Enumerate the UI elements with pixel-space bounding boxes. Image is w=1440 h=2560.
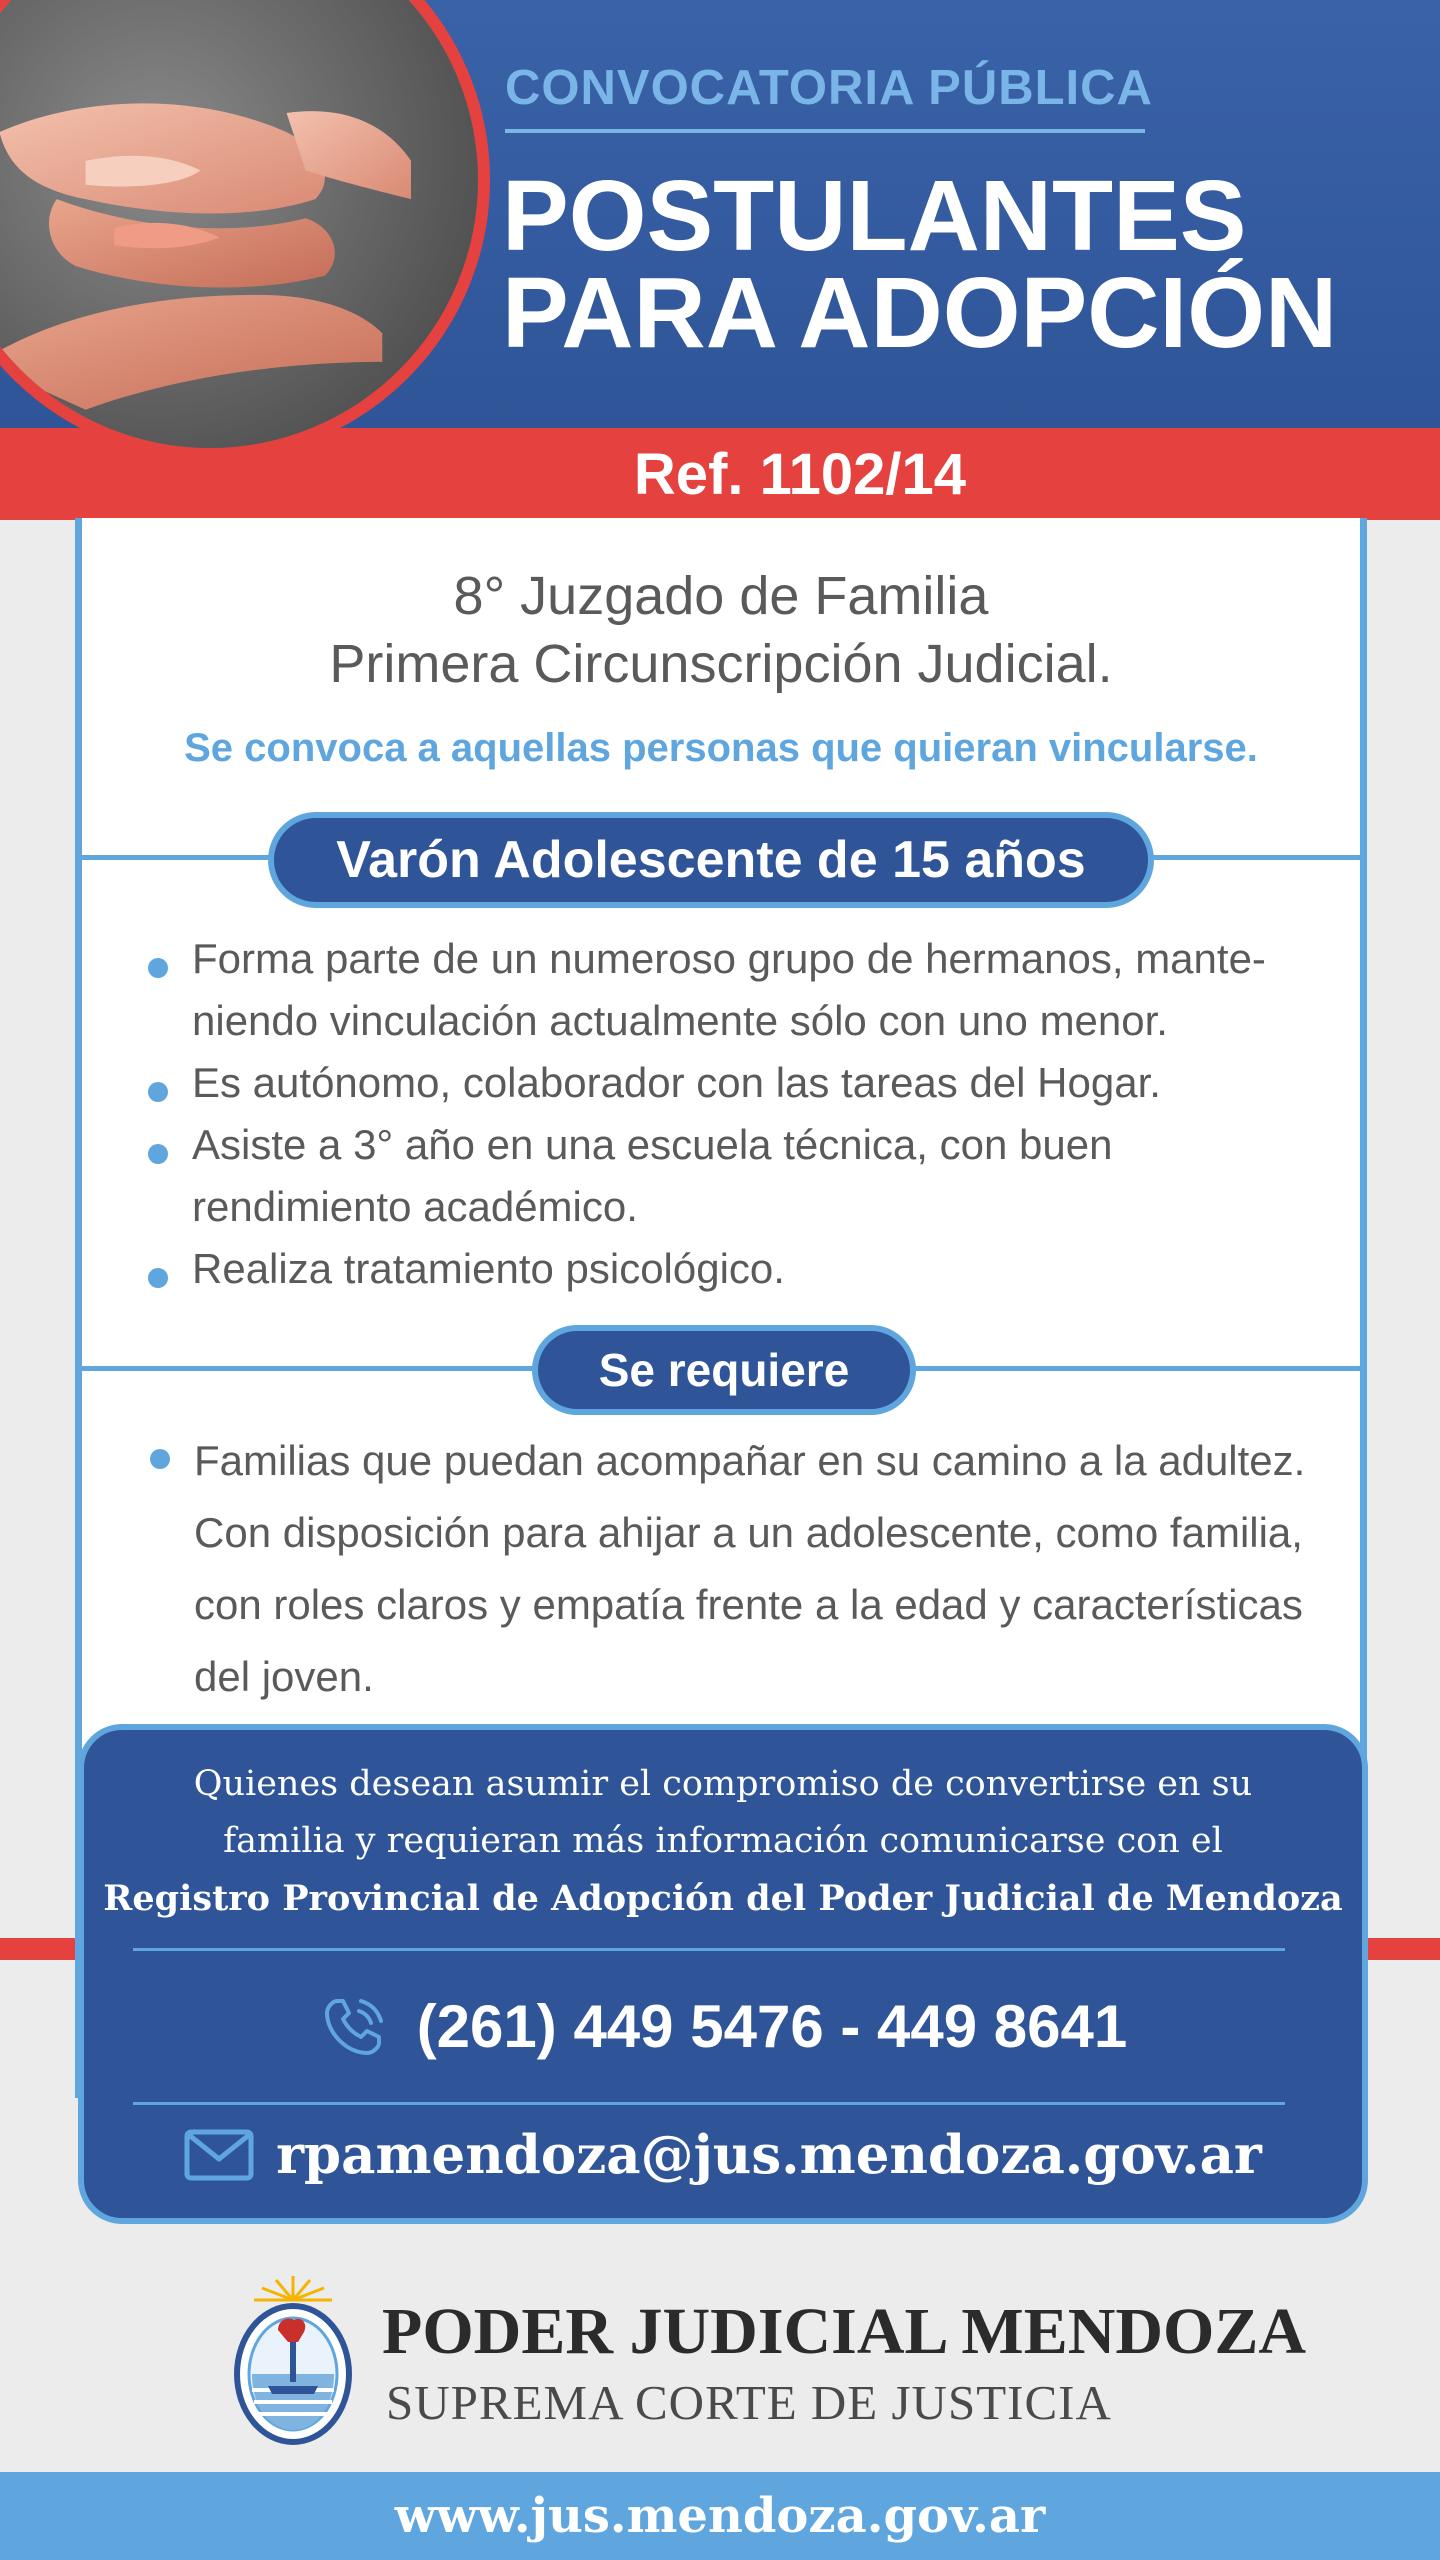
bullet-text: Asiste a 3° año en una escuela técnica, con buen — [192, 1121, 1113, 1168]
left-red-stripe — [0, 1938, 80, 1960]
subject-bullet-list — [140, 928, 1340, 1300]
title-line-2: PARA ADOPCIÓN — [502, 257, 1338, 369]
call-statement: Se convoca a aquellas personas que quieran vincularse. — [184, 726, 1258, 770]
website-link[interactable]: www.jus.mendoza.gov.ar — [394, 2488, 1046, 2544]
contact-line: familia y requieran más información comunicarse con el — [223, 1821, 1223, 1861]
requirement-text: Familias que puedan acompañar en su camino a la adultez. — [194, 1437, 1306, 1484]
phone-icon — [319, 1991, 389, 2061]
right-red-stripe — [1362, 1938, 1440, 1960]
bullet-icon — [150, 1449, 170, 1469]
requirement-bullet-list — [142, 1425, 1342, 1713]
requirement-text: del joven. — [194, 1653, 374, 1700]
title-line-1: POSTULANTES — [502, 160, 1247, 272]
subject-heading: Varón Adolescente de 15 años — [268, 812, 1154, 908]
website-band — [0, 2472, 1440, 2560]
bullet-text: Es autónomo, colaborador con las tareas del Hogar. — [192, 1059, 1161, 1106]
announcement-eyebrow: CONVOCATORIA PÚBLICA — [505, 61, 1153, 115]
court-jurisdiction: Primera Circunscripción Judicial. — [329, 634, 1113, 694]
list-item — [142, 1425, 1342, 1713]
bullet-icon — [148, 1268, 168, 1288]
bullet-text: niendo vinculación actualmente sólo con uno menor. — [192, 997, 1168, 1044]
court-name: 8° Juzgado de Familia — [453, 566, 989, 626]
reference-number: Ref. 1102/14 — [633, 441, 967, 507]
registry-name: Registro Provincial de Adopción del Poder Judicial de Mendoza — [103, 1878, 1343, 1919]
requirement-text: con roles claros y empatía frente a la edad y características — [194, 1581, 1303, 1628]
list-item — [140, 928, 1340, 1052]
eyebrow-divider — [505, 129, 1145, 133]
bullet-text: Realiza tratamiento psicológico. — [192, 1245, 785, 1292]
phone-row[interactable] — [78, 1986, 1368, 2066]
organization-name: PODER JUDICIAL MENDOZA — [382, 2295, 1307, 2368]
coat-of-arms-icon — [228, 2270, 358, 2446]
court-info — [75, 562, 1367, 698]
contact-message — [78, 1756, 1368, 1927]
list-item — [140, 1238, 1340, 1300]
requirement-text: Con disposición para ahijar a un adolescente, como familia, — [194, 1509, 1303, 1556]
contact-line: Quienes desean asumir el compromiso de convertirse en su — [193, 1764, 1253, 1804]
email-address[interactable]: rpamendoza@jus.mendoza.gov.ar — [276, 2124, 1262, 2186]
requirement-heading: Se requiere — [532, 1325, 916, 1415]
page-title — [502, 160, 1338, 369]
contact-divider — [133, 2102, 1285, 2105]
bullet-icon — [148, 1082, 168, 1102]
organization-subtitle: SUPREMA CORTE DE JUSTICIA — [386, 2375, 1112, 2430]
bullet-text: rendimiento académico. — [192, 1183, 638, 1230]
email-row[interactable] — [78, 2118, 1368, 2192]
contact-divider — [133, 1948, 1285, 1951]
bullet-icon — [148, 958, 168, 978]
bullet-icon — [148, 1144, 168, 1164]
bullet-text: Forma parte de un numeroso grupo de hermanos, mante- — [192, 935, 1266, 982]
envelope-icon — [184, 2129, 254, 2181]
list-item — [140, 1052, 1340, 1114]
phone-number[interactable]: (261) 449 5476 - 449 8641 — [416, 1992, 1128, 2060]
list-item — [140, 1114, 1340, 1238]
